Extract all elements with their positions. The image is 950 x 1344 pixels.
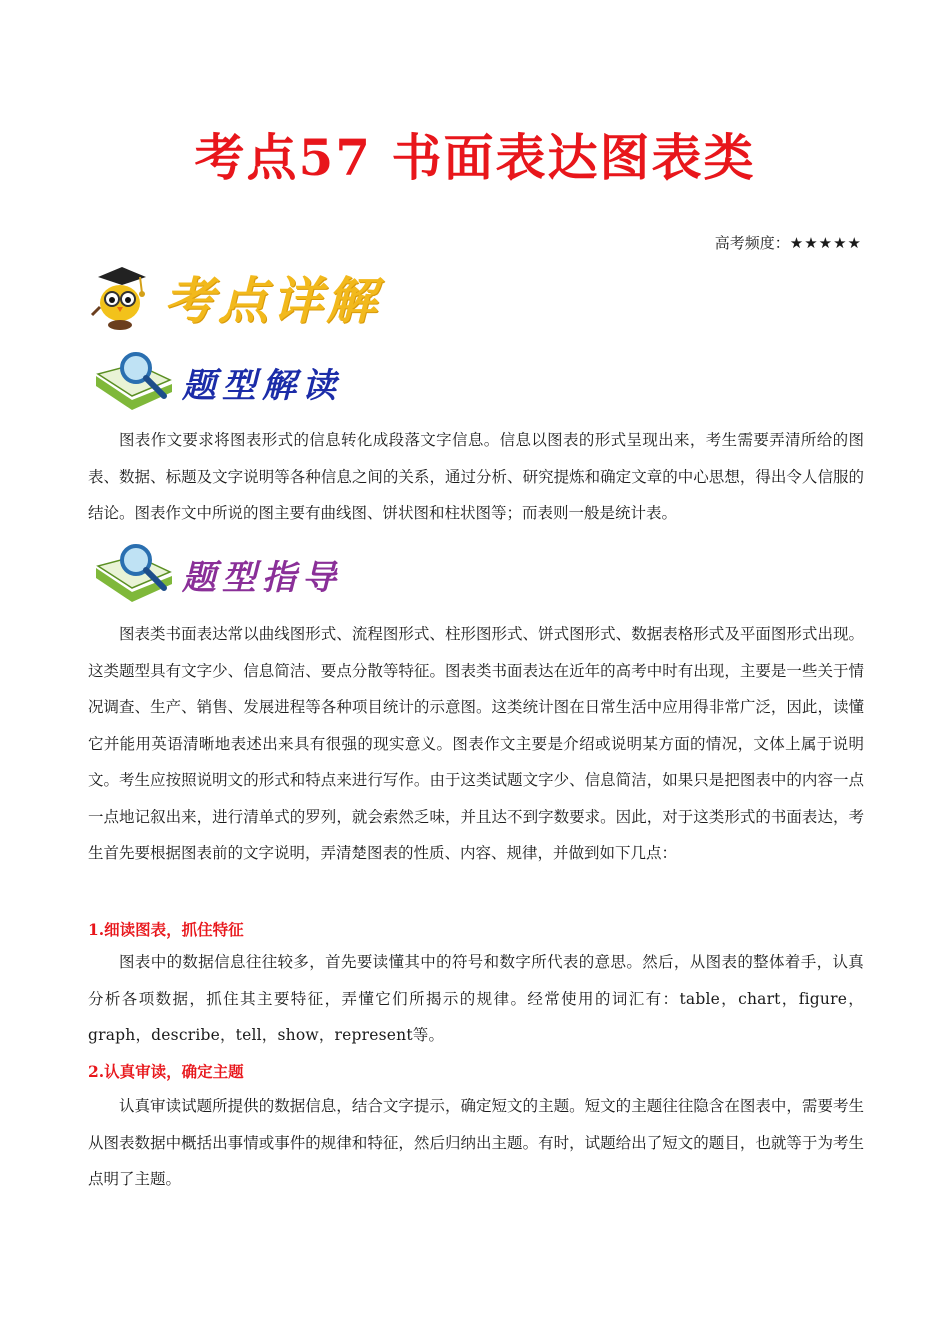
owl-graduate-icon [90, 263, 150, 331]
page-title: 考点57 书面表达图表类 [194, 128, 756, 187]
magnifier-book-icon [92, 348, 176, 416]
section-banner-reading [92, 348, 342, 416]
point2-heading: 2.认真审读，确定主题 [88, 1062, 244, 1081]
magnifier-book-icon [92, 540, 176, 608]
point1-heading: 1.细读图表，抓住特征 [88, 920, 244, 939]
section-banner-main-label: 考点详解 [164, 272, 380, 330]
section-banner-guide-label: 题型指导 [182, 557, 342, 598]
point2-paragraph: 认真审读试题所提供的数据信息，结合文字提示，确定短文的主题。短文的主题往往隐含在图表中，需要考生从图表数据中概括出事情或事件的规律和特征，然后归纳出主题。有时，试题给出了短文的题目，也就等于为考生点明了主题。 [88, 1097, 864, 1188]
intro-paragraph: 图表作文要求将图表形式的信息转化成段落文字信息。信息以图表的形式呈现出来，考生需要弄清所给的图表、数据、标题及文字说明等各种信息之间的关系，通过分析、研究提炼和确定文章的中心思想，得出令人信服的结论。图表作文中所说的图主要有曲线图、饼状图和柱状图等；而表则一般是统计表。 [88, 431, 864, 522]
section-banner-main [90, 262, 380, 332]
point1-paragraph: 图表中的数据信息往往较多，首先要读懂其中的符号和数字所代表的意思。然后，从图表的整体着手，认真分析各项数据，抓住其主要特征，弄懂它们所揭示的规律。经常使用的词汇有：table，chart，figure，graph，describe，tell，show，represent等。 [88, 953, 864, 1044]
frequency-stars: ★★★★★ [789, 234, 862, 252]
frequency-label: 高考频度： [714, 234, 790, 252]
exam-frequency [715, 232, 862, 253]
section-banner-reading-label: 题型解读 [182, 365, 342, 406]
section-banner-guide [92, 540, 342, 608]
guide-paragraph: 图表类书面表达常以曲线图形式、流程图形式、柱形图形式、饼式图形式、数据表格形式及平面图形式出现。这类题型具有文字少、信息简洁、要点分散等特征。图表类书面表达在近年的高考中时有出现，主要是一些关于情况调查、生产、销售、发展进程等各种项目统计的示意图。这类统计图在日常生活中应用得非常广泛，因此，读懂它并能用英语清晰地表述出来具有很强的现实意义。图表作文主要是介绍或说明某方面的情况，文体上属于说明文。考生应按照说明文的形式和特点来进行写作。由于这类试题文字少、信息简洁，如果只是把图表中的内容一点一点地记叙出来，进行清单式的罗列，就会索然乏味，并且达不到字数要求。因此，对于这类形式的书面表达，考生首先要根据图表前的文字说明，弄清楚图表的性质、内容、规律，并做到如下几点： [88, 625, 864, 862]
